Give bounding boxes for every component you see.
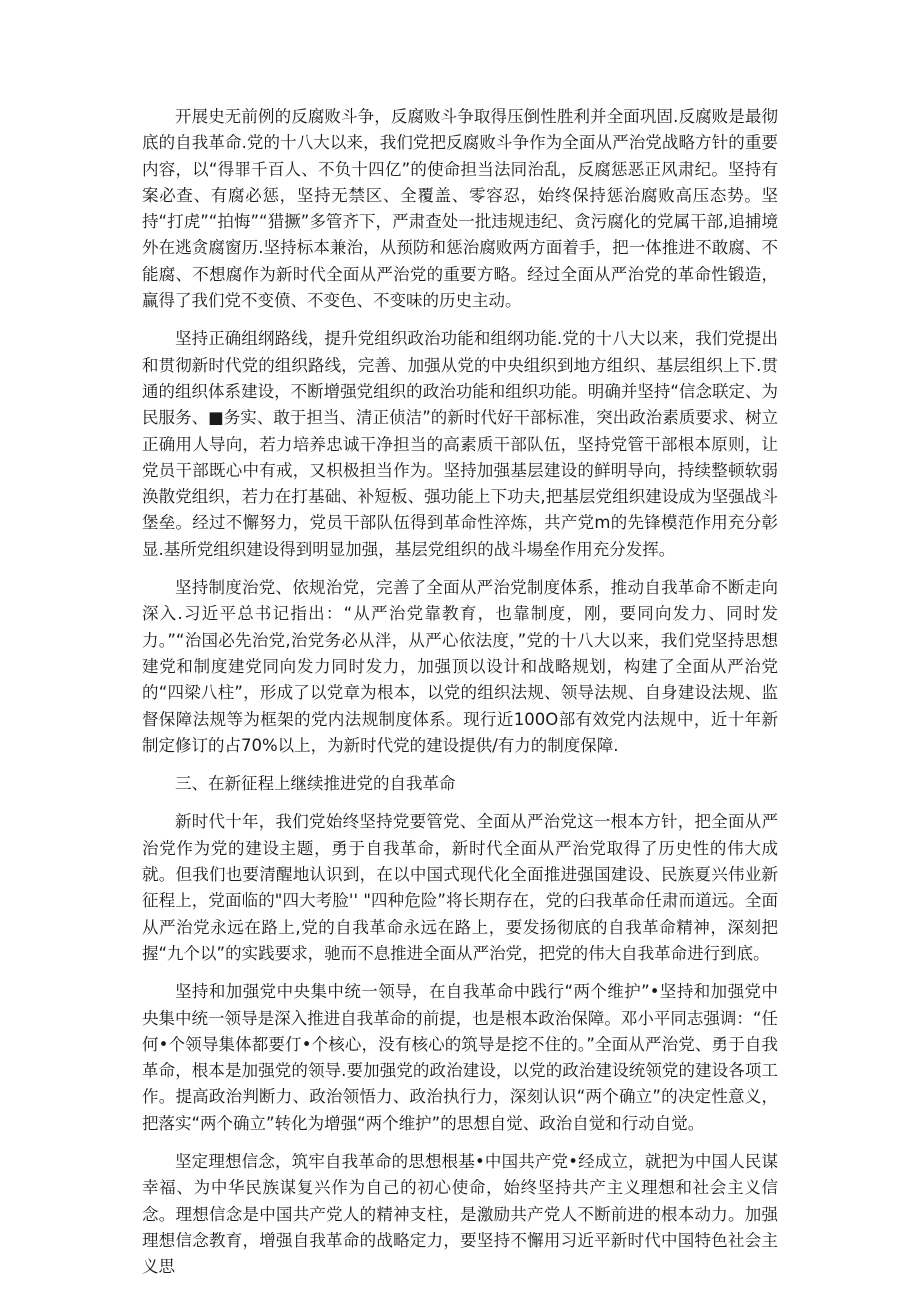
section-heading-3: 三、在新征程上继续推进党的自我革命 bbox=[175, 774, 456, 794]
paragraph-ideals-beliefs: 坚定理想信念，筑牢自我革命的思想根基•中国共产党•经成立，就把为中国人民谋幸福、为中华民族谋复兴作为自己的初心使命，始终坚持共产主义理想和社会主义信念。理想信念是中国共产党人的精神支柱，是激励共产党人不断前进的根本动力。加强理想信念教育，增强自我革命的战略定力，要坚持不懈用习近平新时代中国特色社会主义思 bbox=[142, 1151, 778, 1277]
paragraph-anti-corruption: 开展史无前例的反腐败斗争，反腐败斗争取得压倒性胜利并全面巩固.反腐败是最彻底的自我革命.党的十八大以来，我们党把反腐败斗争作为全面从严治党战略方针的重要内容，以“得罪千百人、不负十四亿”的使命担当法同治乱，反腐惩恶正风肃纪。坚持有案必查、有腐必惩，坚持无禁区、全覆盖、零容忍，始终保持惩治腐败高压态势。坚持“打虎”“拍悔”“猎撅”多管齐下，严肃查处一批违规违纪、贪污腐化的党属干部,追捕境外在逃贪腐窗历.坚持标本兼治，从预防和惩治腐败两方面着手，把一体推进不敢腐、不能腐、不想腐作为新时代全面从严治党的重要方略。经过全面从严治党的革命性锻造，赢得了我们党不变偾、不变色、不变味的历史主动。 bbox=[142, 107, 778, 311]
document-page bbox=[142, 104, 778, 1280]
paragraph-central-leadership: 坚持和加强党中央集中统一领导，在自我革命中践行“两个维护”•坚持和加强党中央集中统一领导是深入推进自我革命的前提，也是根本政治保障。邓小平同志强调：“任何•个领导集体都要仃•个核心，没有核心的筑导是挖不住的。”全面从严治党、勇于自我革命，根本是加强党的领导.要加强党的政治建设，以党的政治建设统领党的建设各项工作。提高政治判断力、政治领悟力、政治执行力，深刻认识“两个确立”的决定性意义，把落实“两个确立”转化为增强“两个维护”的思想自觉、政治自觉和行动自觉。 bbox=[142, 982, 778, 1133]
paragraph-organization-line: 坚持正确组纲路线，提升党组织政治功能和组纲功能.党的十八大以来，我们党提出和贯彻新时代党的组织路线，完善、加强从党的中央组织到地方组织、基层组织上下.贯通的组织体系建设，不断增强党组织的政治功能和组织功能。明确并坚持“信念联定、为民服务、■务实、敢于担当、清正侦洁”的新时代好干部标准，突出政治素质要求、树立正确用人导向，若力培养忠诚干净担当的高素质干部队伍，坚持党管干部根本原则，让党员干部既心中有戒，又枳极担当作为。坚持加强基层建设的鲜明导向，持续整顿软弱涣散党组织，若力在打基础、补短板、强功能上下功夫,把基层党组织建设成为坚强战斗堡垒。经过不懈努力，党员干部队伍得到革命性淬炼，共产党m的先锋模范作用充分彰显.基所党组织建设得到明显加强，基层党组织的战斗場垒作用充分发挥。 bbox=[142, 329, 778, 559]
paragraph-institutional-governance: 坚持制度治党、依规治党，完善了全面从严治党制度体系，推动自我革命不断走向深入.习近平总书记指出：“从严治党靠教育，也靠制度，刚，要同向发力、同时发力。”“治国必先治党,治党务必从泮，从严心依法度，”党的十八大以来，我们党坚持思想建党和制度建党同向发力同时发力，加强顶以设计和战略规划，构建了全面从严治党的“四梁八柱”，形成了以党章为根本，以党的组织法规、领导法规、自身建设法规、监督保障法规等为框架的党内法规制度体系。现行近100O部有效党内法规中，近十年新制定修订的占70%以上，为新时代党的建设提供/有力的制度保障. bbox=[142, 578, 778, 755]
paragraph-new-era: 新时代十年，我们党始终坚持党要管党、全面从严治党这一根本方针，把全面从严治党作为党的建设主题，勇于自我革命，新时代全面从严治党取得了历史性的伟大成就。但我们也要清醒地认识到，在以中国式现代化全面推进强国建设、民族夏兴伟业新征程上，党面临的"四大考脸'' "四种危险”将长期存在，党的臼我革命任肃而道远。全面从严治党永远在路上,党的自我革命永远在路上，要发扬彻底的自我革命精神，深刻把握“九个以”的实践要求，驰而不息推进全面从严治党，把党的伟大自我革命进行到底。 bbox=[142, 812, 778, 963]
